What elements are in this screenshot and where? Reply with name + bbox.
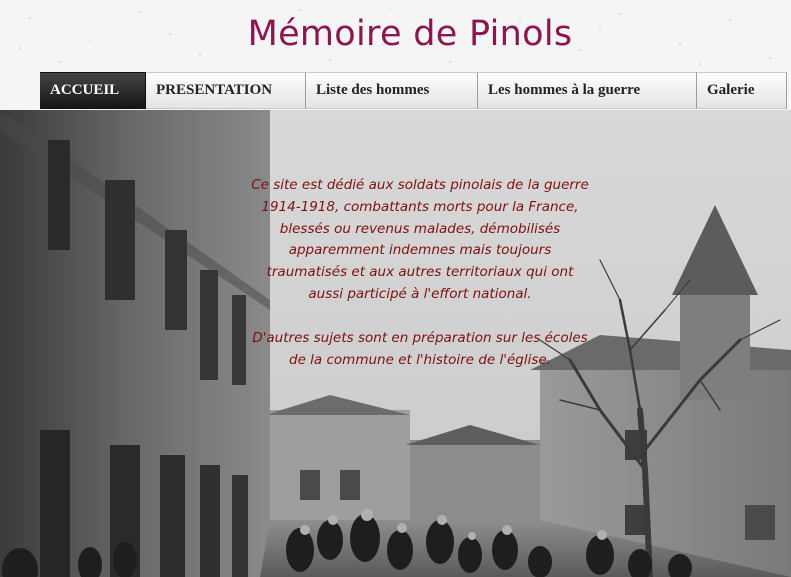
intro-text [250, 175, 590, 371]
nav-item-accueil[interactable]: ACCUEIL [40, 72, 146, 109]
intro-paragraph-2: D'autres sujets sont en préparation sur les écoles de la commune et l'histoire de l'église. [252, 329, 588, 368]
site-title: Mémoire de Pinols [247, 14, 573, 54]
main-nav [40, 72, 787, 109]
intro-paragraph-1: Ce site est dédié aux soldats pinolais de la guerre 1914-1918, combattants morts pour la France, blessés ou revenus malades, démobilisés apparemment indemnes mais toujours traumatisés et aux autres territoriaux qui ont aussi participé à l'effort national. [251, 177, 589, 302]
nav-item-liste-des-hommes[interactable]: Liste des hommes [306, 72, 478, 109]
nav-item-les-hommes-a-la-guerre[interactable]: Les hommes à la guerre [478, 72, 697, 109]
nav-item-presentation[interactable]: PRESENTATION [146, 72, 306, 109]
nav-item-galerie[interactable]: Galerie [697, 72, 787, 109]
